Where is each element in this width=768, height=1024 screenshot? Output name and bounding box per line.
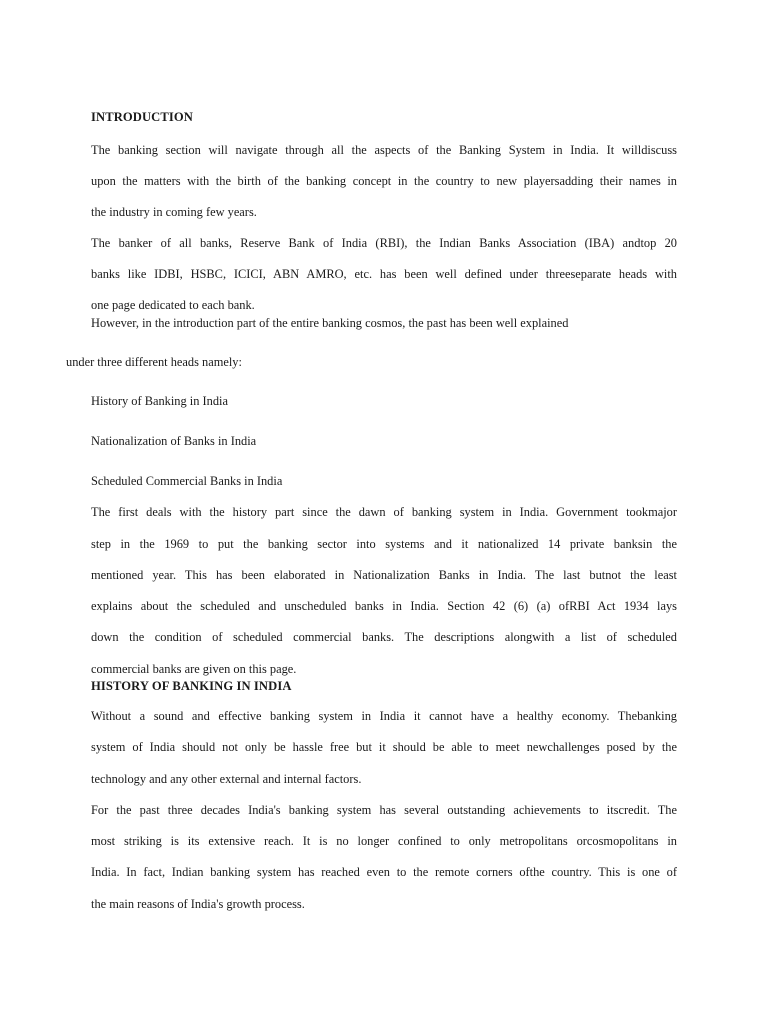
intro-paragraph-4-line-3: mentioned year. This has been elaborated in Nationalization Banks in India. The last butnot the least	[91, 568, 677, 582]
section-heading-history: HISTORY OF BANKING IN INDIA	[91, 679, 292, 693]
intro-paragraph-2-line-3: one page dedicated to each bank.	[91, 298, 255, 312]
history-paragraph-2-line-2: most striking is its extensive reach. It is no longer confined to only metropolitans orcosmopolitans in	[91, 834, 677, 848]
intro-paragraph-1-line-2: upon the matters with the birth of the banking concept in the country to new playersadding their names in	[91, 174, 677, 188]
intro-paragraph-4-line-5: down the condition of scheduled commercial banks. The descriptions alongwith a list of scheduled	[91, 630, 677, 644]
intro-paragraph-2-line-2: banks like IDBI, HSBC, ICICI, ABN AMRO, etc. has been well defined under threeseparate heads with	[91, 267, 677, 281]
history-paragraph-1-line-2: system of India should not only be hassle free but it should be able to meet newchallenges posed by the	[91, 740, 677, 754]
intro-paragraph-4-line-4: explains about the scheduled and unscheduled banks in India. Section 42 (6) (a) ofRBI Act 1934 lays	[91, 599, 677, 613]
history-paragraph-1-line-1: Without a sound and effective banking system in India it cannot have a healthy economy. Thebanking	[91, 709, 677, 723]
intro-paragraph-3-line-1: However, in the introduction part of the entire banking cosmos, the past has been well explained	[91, 316, 569, 330]
history-paragraph-1-line-3: technology and any other external and internal factors.	[91, 772, 362, 786]
intro-paragraph-4-line-6: commercial banks are given on this page.	[91, 662, 297, 676]
history-paragraph-2-line-1: For the past three decades India's banking system has several outstanding achievements to itscredit. The	[91, 803, 677, 817]
head-item-scheduled-banks: Scheduled Commercial Banks in India	[91, 474, 283, 488]
intro-paragraph-1-line-1: The banking section will navigate through all the aspects of the Banking System in India. It willdiscuss	[91, 143, 677, 157]
section-heading-introduction: INTRODUCTION	[91, 110, 193, 124]
intro-paragraph-2-line-1: The banker of all banks, Reserve Bank of India (RBI), the Indian Banks Association (IBA) andtop 20	[91, 236, 677, 250]
intro-paragraph-3-line-2: under three different heads namely:	[66, 355, 242, 369]
intro-paragraph-1-line-3: the industry in coming few years.	[91, 205, 257, 219]
intro-paragraph-4-line-1: The first deals with the history part since the dawn of banking system in India. Government tookmajor	[91, 505, 677, 519]
head-item-history: History of Banking in India	[91, 394, 228, 408]
history-paragraph-2-line-4: the main reasons of India's growth process.	[91, 897, 305, 911]
intro-paragraph-4-line-2: step in the 1969 to put the banking sector into systems and it nationalized 14 private banksin the	[91, 537, 677, 551]
head-item-nationalization: Nationalization of Banks in India	[91, 434, 257, 448]
history-paragraph-2-line-3: India. In fact, Indian banking system has reached even to the remote corners ofthe country. This is one of	[91, 865, 677, 879]
